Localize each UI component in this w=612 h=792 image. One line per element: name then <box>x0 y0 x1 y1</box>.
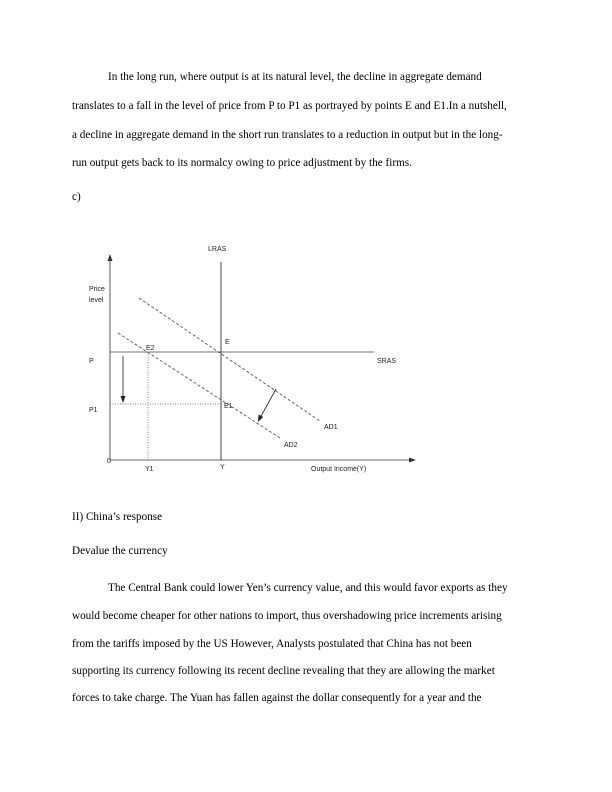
section-c-label: c) <box>72 191 81 203</box>
paragraph2-line-5: forces to take charge. The Yuan has fallen against the dollar consequently for a year and the <box>72 692 482 704</box>
heading-china-response: II) China’s response <box>72 511 163 523</box>
paragraph2-line-4: supporting its currency following its recent decline revealing that they are allowing the market <box>72 665 495 677</box>
label-y1: Y1 <box>145 466 154 473</box>
label-price: Price <box>89 286 105 293</box>
paragraph2-line-3: from the tariffs imposed by the US However, Analysts postulated that China has not been <box>72 638 472 650</box>
label-e2: E2 <box>146 345 155 352</box>
label-p: P <box>89 358 94 365</box>
paragraph2-line-1: The Central Bank could lower Yen’s currency value, and this would favor exports as they <box>108 582 508 594</box>
ad2-curve <box>118 333 280 438</box>
label-x-axis: Output Income(Y) <box>311 466 367 473</box>
label-sras: SRAS <box>377 358 397 365</box>
heading-devalue-currency: Devalue the currency <box>72 545 168 557</box>
price-fall-arrowhead <box>121 396 126 403</box>
ad-shift-arrow <box>260 389 276 418</box>
label-y: Y <box>220 464 225 471</box>
label-e1: E1 <box>224 403 233 410</box>
label-p1: P1 <box>89 407 98 414</box>
paragraph1-line-1: In the long run, where output is at its natural level, the decline in aggregate demand <box>108 71 482 83</box>
paragraph1-line-2: translates to a fall in the level of price from P to P1 as portrayed by points E and E1.In a nutshell, <box>72 100 507 112</box>
label-origin: 0 <box>107 458 111 465</box>
label-e: E <box>225 339 230 346</box>
label-level: level <box>89 297 104 304</box>
paragraph2-line-2: would become cheaper for other nations to import, thus overshadowing price increments arising <box>72 610 502 622</box>
ad-shift-arrowhead <box>258 415 263 423</box>
label-lras: LRAS <box>208 246 227 253</box>
paragraph1-line-4: run output gets back to its normalcy owing to price adjustment by the firms. <box>72 157 412 169</box>
y-axis-arrow <box>108 254 113 261</box>
paragraph1-line-3: a decline in aggregate demand in the short run translates to a reduction in output but in the long- <box>72 129 503 141</box>
x-axis-arrow <box>409 458 416 463</box>
label-ad1: AD1 <box>324 424 338 431</box>
label-ad2: AD2 <box>284 442 298 449</box>
